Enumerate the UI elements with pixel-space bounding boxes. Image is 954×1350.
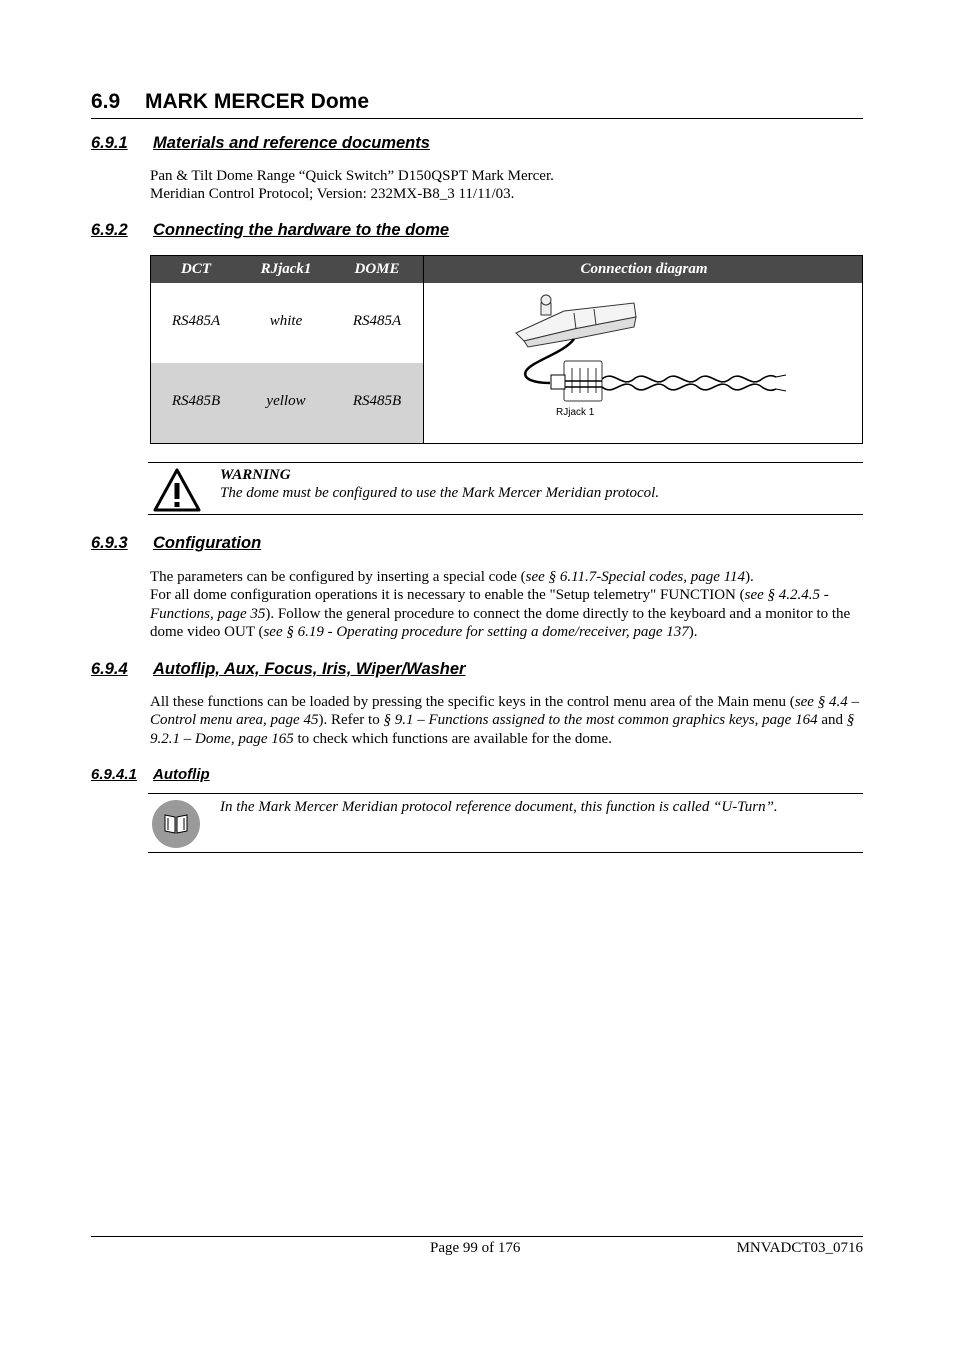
cross-reference: see § 6.11.7-Special codes, page 114 (525, 569, 746, 585)
subsection-heading-configuration (91, 534, 261, 553)
table-cell: RS485A (171, 313, 221, 329)
subsubsection-heading-autoflip (91, 766, 210, 783)
header-rjjack1: RJjack1 (260, 261, 312, 277)
materials-paragraph (150, 167, 864, 204)
header-connection-diagram: Connection diagram (580, 261, 708, 277)
page-number: Page 99 of 176 (430, 1240, 521, 1256)
text-run: ). (688, 623, 698, 640)
subsection-title: Materials and reference documents (153, 134, 430, 152)
cross-reference: § 9.2.1 – Dome, page 165 (150, 712, 855, 747)
note-box (148, 793, 863, 853)
text-run: The parameters can be configured by inserting a special code ( (150, 569, 526, 585)
header-dct: DCT (181, 261, 211, 277)
cross-reference: see § 6.19 - Operating procedure for setting a dome/receiver, page 137 (263, 623, 689, 640)
section-heading (91, 90, 863, 119)
table-cell: RS485B (352, 393, 402, 409)
document-code: MNVADCT03_0716 (736, 1240, 863, 1256)
subsection-heading-connecting (91, 221, 449, 240)
text-run: ). Follow the general procedure to connect the dome directly to the keyboard and a monitor to the dome video OUT ( (150, 605, 851, 640)
cross-reference: see § 4.4 – Control menu area, page 45 (150, 694, 859, 729)
text-run: All these functions can be loaded by pressing the specific keys in the control menu area of the Main menu ( (150, 694, 795, 710)
keyboard-icon (516, 295, 636, 347)
table-cell: white (269, 313, 303, 329)
connection-table (150, 255, 863, 444)
subsection-title: Configuration (153, 534, 262, 552)
subsection-title: Autoflip (153, 766, 210, 783)
functions-paragraph (150, 693, 864, 748)
footer-rule (91, 1236, 863, 1237)
subsection-heading-autoflip-aux (91, 660, 465, 679)
subsection-number: 6.9.1 (91, 134, 128, 152)
warning-title: WARNING (220, 467, 291, 483)
table-row (151, 283, 423, 363)
header-dome: DOME (354, 261, 400, 277)
materials-line: Pan & Tilt Dome Range “Quick Switch” D150QSPT Mark Mercer. (150, 168, 554, 184)
connection-diagram (424, 283, 862, 443)
twisted-pair-icon (602, 375, 786, 391)
subsection-heading-materials (91, 134, 430, 153)
warning-icon (152, 467, 202, 513)
subsection-number: 6.9.2 (91, 221, 128, 239)
table-cell: RS485A (352, 313, 402, 329)
text-run: ). Refer to (318, 712, 384, 729)
note-text: In the Mark Mercer Meridian protocol reference document, this function is called “U-Turn”. (220, 799, 778, 815)
table-row (151, 363, 423, 443)
rjjack-box-icon (551, 361, 602, 401)
text-run: and (817, 712, 847, 729)
warning-text (220, 466, 659, 503)
configuration-paragraph (150, 568, 864, 641)
materials-line: Meridian Control Protocol; Version: 232MX-B8_3 11/11/03. (150, 186, 515, 203)
table-cell: RS485B (171, 393, 221, 409)
book-icon (150, 799, 202, 849)
table-header (151, 256, 862, 283)
text-run: ). (745, 569, 754, 585)
table-cell: yellow (266, 393, 306, 409)
subsection-title: Connecting the hardware to the dome (153, 221, 450, 239)
diagram-label: RJjack 1 (556, 407, 595, 418)
warning-box (148, 462, 863, 515)
warning-message: The dome must be configured to use the Mark Mercer Meridian protocol. (220, 485, 660, 502)
subsection-title: Autoflip, Aux, Focus, Iris, Wiper/Washer (153, 660, 466, 678)
text-run: to check which functions are available for the dome. (293, 730, 612, 747)
subsection-number: 6.9.4 (91, 660, 128, 678)
section-title: MARK MERCER Dome (145, 90, 370, 113)
subsection-number: 6.9.3 (91, 534, 128, 552)
cross-reference: see § 4.2.4.5 - Functions, page 35 (150, 587, 829, 622)
section-number: 6.9 (91, 90, 121, 113)
cross-reference: § 9.1 – Functions assigned to the most common graphics keys, page 164 (383, 712, 818, 729)
text-run: For all dome configuration operations it is necessary to enable the "Setup telemetry" FUNCTION ( (150, 587, 745, 604)
subsection-number: 6.9.4.1 (91, 766, 137, 783)
